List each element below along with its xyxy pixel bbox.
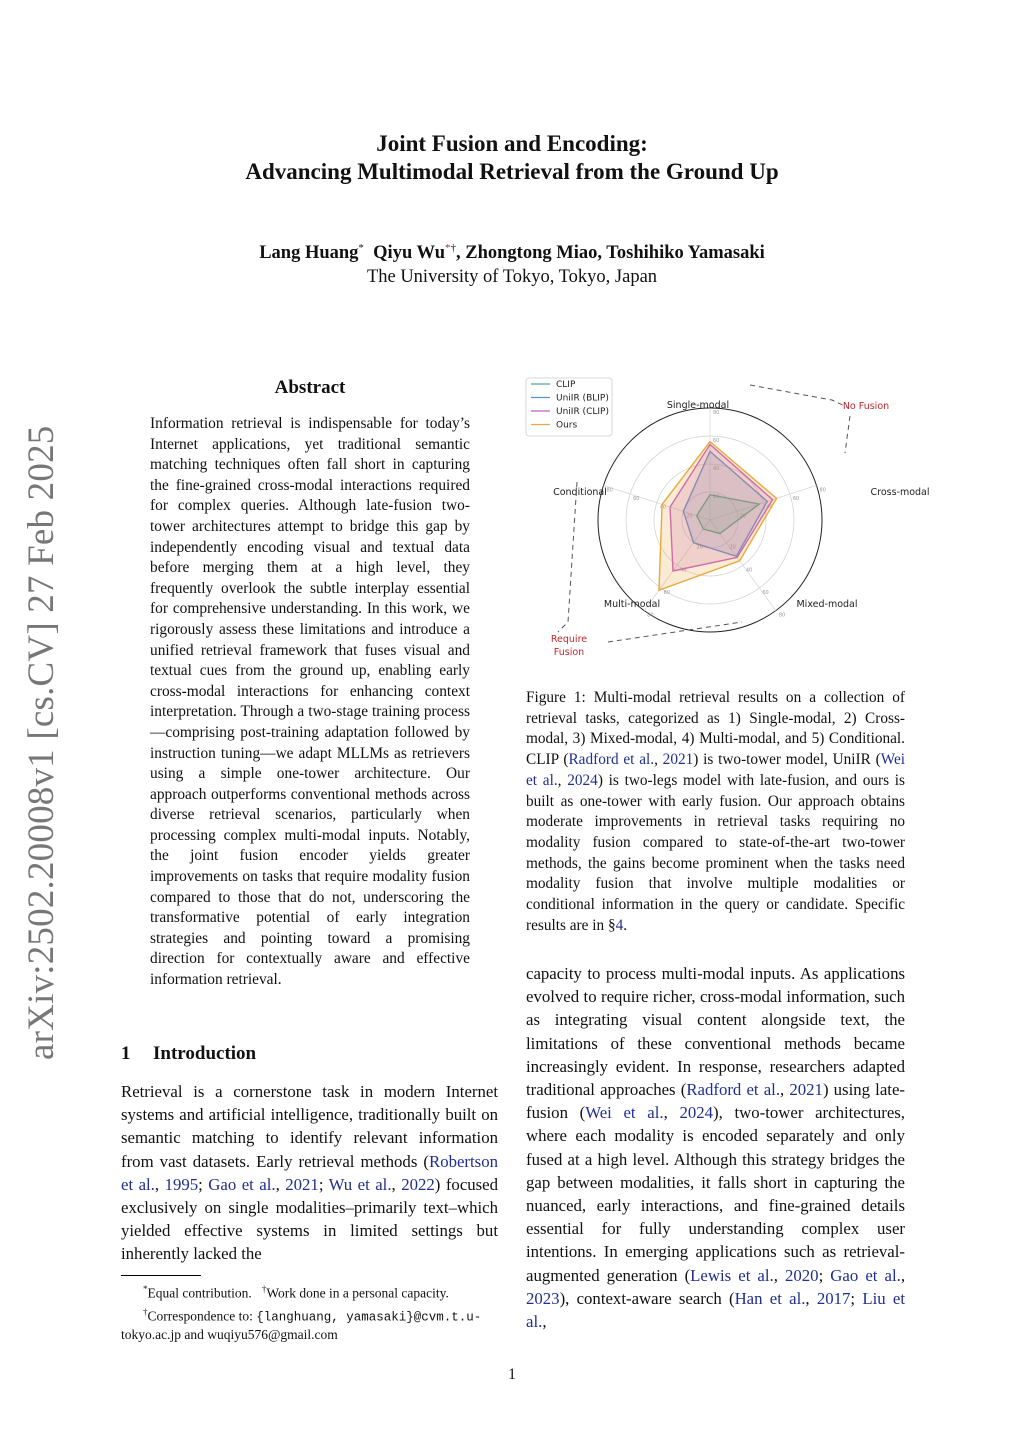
author-2: Qiyu Wu — [373, 243, 445, 264]
footnote-text: tokyo.ac.jp and wuqiyu576@gmail.com — [121, 1327, 338, 1342]
text-run: ; — [198, 1174, 209, 1194]
radar-tick-label: 60 — [713, 438, 720, 444]
text-run: ), context-aware search ( — [559, 1288, 735, 1308]
radar-tick-label: 20 — [739, 513, 747, 520]
text-run: ), two-tower architectures, where each modality is encoded separately and only fused at a high level. Although this strategy bridges the gap between modalities, it falls short in capturing the nuanced, early interactions, and fine-grained details essential for fully understanding complex user intentions. In emerging applications such as retrieval-augmented generation ( — [526, 1103, 905, 1285]
citation-link[interactable]: Gao et al. — [208, 1174, 276, 1194]
footnote-email: {langhuang, yamasaki}@cvm.t.u- — [256, 1310, 482, 1324]
citation-link[interactable]: Radford et al. — [686, 1080, 781, 1100]
radar-tick-label: 80 — [819, 487, 826, 494]
section-number: 1 — [121, 1043, 131, 1064]
affiliation: The University of Tokyo, Tokyo, Japan — [366, 267, 658, 288]
legend-label: UniIR (BLIP) — [556, 393, 609, 404]
other-authors: , Zhongtong Miao, Toshihiko Yamasaki — [456, 243, 765, 264]
abstract-heading: Abstract — [274, 377, 346, 398]
title-line-1: Joint Fusion and Encoding: — [376, 131, 648, 156]
radar-tick-label: 60 — [792, 496, 800, 503]
citation-link[interactable]: 2023 — [526, 1288, 560, 1308]
footnote-mark: * — [143, 1284, 148, 1294]
text-run: ) focused exclusively on single modalities–primarily text–which yielded effective systems in limited settings but inherently lacked the — [121, 1174, 499, 1264]
radar-axis-label: Mixed-modal — [796, 599, 858, 610]
text-run: , — [654, 751, 663, 769]
text-run: ; — [850, 1288, 863, 1308]
abstract-text: Information retrieval is indispensable for today’s Internet applications, yet traditional semantic matching techniques often fall short in capturing the fine-grained cross-modal interactions required for complex queries. Although late-fusion two-tower architectures attempt to bridge this gap by independently encoding visual and textual data before merging them at a high level, they frequently overlook the subtle interplay essential for comprehensive understanding. In this work, we rigorously assess these limitations and introduce a unified retrieval framework that fuses visual and textual cues from the ground up, enabling early cross-modal interactions for enhancing context interpretation. Through a two-stage training process—comprising post-training adaptation followed by instruction tuning—we adapt MLLMs as retrievers using a simple one-tower architecture. Our approach outperforms conventional methods across diverse retrieval scenarios, particularly when processing complex multi-modal inputs. Notably, the joint fusion encoder yields greater improvements on tasks that require modality fusion compared to those that do not, underscoring the transformative potential of early integration strategies and pointing toward a promising direction for contextually aware and effective information retrieval. — [150, 415, 470, 989]
citation-link[interactable]: Lewis et al. — [690, 1265, 774, 1285]
text-run: ; — [318, 1174, 329, 1194]
text-run: capacity to process multi-modal inputs. As applications evolved to require richer, cross-modal information, such as integrating visual content alongside text, the limitations of these conventional methods became increasingly evident. In response, researchers adapted traditional approaches ( — [526, 964, 905, 1100]
intro-paragraph-left — [121, 1080, 498, 1266]
radar-tick-label: 60 — [762, 589, 769, 596]
footnote-divider — [121, 1275, 201, 1276]
radar-tick-label: 60 — [633, 496, 640, 503]
require-fusion-bracket — [558, 482, 577, 632]
radar-tick-label: 20 — [686, 513, 693, 520]
title-line-2: Advancing Multimodal Retrieval from the Ground Up — [245, 159, 779, 184]
citation-link[interactable]: Gao et al. — [830, 1265, 901, 1285]
radar-tick-label: 80 — [713, 410, 720, 416]
author-2-mark: * — [445, 242, 451, 254]
citation-link[interactable]: Han et al. — [734, 1288, 806, 1308]
citation-link[interactable]: 2017 — [816, 1288, 851, 1308]
text-run: , — [557, 771, 568, 789]
radar-tick-label: 80 — [606, 487, 613, 494]
text-run: ) using late-fusion ( — [526, 1080, 905, 1123]
text-run: , — [542, 1312, 547, 1332]
arxiv-stamp-text: arXiv:2502.20008v1 [cs.CV] 27 Feb 2025 — [21, 425, 62, 1060]
citation-link[interactable]: Liu et al. — [526, 1288, 905, 1332]
citation-link[interactable]: 2021 — [789, 1080, 823, 1100]
page-number: 1 — [508, 1366, 516, 1383]
footnote-1 — [121, 1280, 498, 1303]
text-run: , — [391, 1174, 402, 1194]
radar-tick-label: 40 — [659, 504, 667, 511]
citation-link[interactable]: 2024 — [679, 1103, 713, 1123]
citation-link[interactable]: Robertson et al. — [121, 1151, 498, 1194]
radar-axis-label: Cross-modal — [870, 487, 930, 498]
radar-axis-label: Multi-modal — [603, 599, 661, 610]
citation-link[interactable]: 2024 — [567, 771, 598, 789]
author-2-dagger: † — [450, 242, 456, 254]
radar-tick-label: 60 — [663, 589, 671, 596]
require-fusion-label: Fusion — [553, 647, 585, 658]
author-names — [0, 236, 1024, 265]
citation-link[interactable]: 1995 — [164, 1174, 199, 1194]
citation-link[interactable]: Wei et al. — [526, 751, 905, 789]
radar-tick-label: 40 — [713, 466, 720, 472]
text-run: ) is two-tower model, UniIR ( — [693, 751, 881, 769]
author-block — [0, 236, 1024, 289]
citation-link[interactable]: Wu et al. — [328, 1174, 392, 1194]
footnote-text: Equal contribution. — [147, 1285, 252, 1301]
no-fusion-bracket — [750, 385, 847, 407]
footnote-mark: † — [261, 1284, 267, 1294]
radar-tick-label: 40 — [680, 567, 687, 574]
radar-svg — [520, 370, 930, 665]
radar-series-ours — [659, 442, 777, 591]
radar-tick-label: 40 — [766, 504, 773, 511]
radar-tick-label: 20 — [696, 544, 703, 551]
intro-paragraph-right — [526, 962, 905, 1333]
text-run: , — [275, 1174, 286, 1194]
footnotes — [121, 1280, 498, 1344]
text-run: , — [663, 1103, 680, 1123]
text-run: Retrieval is a cornerstone task in modern Internet systems and artificial intelligence, traditionally built on semantic matching to identify relevant information from vast datasets. Early retrieval methods ( — [121, 1082, 498, 1171]
footnote-2 — [121, 1303, 498, 1345]
footnote-text: Work done in a personal capacity. — [266, 1285, 449, 1301]
figure-1-radar-chart — [520, 370, 930, 665]
text-run: , — [805, 1288, 817, 1308]
citation-link[interactable]: 2021 — [285, 1174, 319, 1194]
text-run: , — [773, 1265, 785, 1285]
radar-tick-label: 80 — [647, 612, 654, 619]
legend-label: CLIP — [556, 380, 576, 390]
text-run: , — [780, 1080, 790, 1100]
no-fusion-bracket — [845, 416, 850, 453]
radar-tick-label: 80 — [778, 612, 786, 619]
text-run: ; — [818, 1265, 831, 1285]
text-run: , — [154, 1174, 165, 1194]
section-title: Introduction — [153, 1043, 257, 1064]
radar-tick-label: 40 — [745, 567, 753, 574]
citation-link[interactable]: Wei et al. — [585, 1103, 664, 1123]
legend-label: UniIR (CLIP) — [556, 407, 609, 417]
citation-link[interactable]: 2022 — [401, 1174, 435, 1194]
text-run: . — [623, 916, 628, 934]
paper-title — [0, 130, 1024, 186]
require-fusion-label: Require — [550, 634, 588, 645]
radar-axis-label: Conditional — [553, 487, 607, 498]
section-heading-introduction — [121, 1043, 256, 1065]
text-run: , — [900, 1265, 906, 1285]
no-fusion-label: No Fusion — [842, 401, 890, 412]
text-run: Figure 1: Multi-modal retrieval results on a collection of retrieval tasks, categorized as 1) Single-modal, 2) Cross-modal, 3) Mixed-modal, 4) Multi-modal, and 5) Conditional. CLIP ( — [526, 689, 905, 769]
citation-link[interactable]: 2021 — [662, 751, 694, 769]
text-run: ) is two-legs model with late-fusion, and ours is built as one-tower with early fusion. Our approach obtains moderate improvements in retrieval tasks requiring no modality fusion compared to state-of-the-art two-tower methods, the gains become prominent when the tasks need modality fusion that involve multiple modalities or conditional information in the query or candidate. Specific results are in § — [526, 771, 905, 934]
author-1-mark: * — [358, 242, 364, 254]
radar-tick-label: 20 — [729, 544, 736, 551]
radar-tick-label: 20 — [713, 494, 720, 500]
figure-1-caption — [526, 688, 905, 936]
footnote-mark: † — [143, 1306, 148, 1317]
author-1: Lang Huang — [259, 243, 359, 264]
citation-link[interactable]: 2020 — [785, 1265, 819, 1285]
radar-axis-label: Single-modal — [666, 400, 730, 411]
legend-label: Ours — [556, 420, 578, 431]
citation-link[interactable]: Radford et al. — [568, 751, 655, 769]
section-ref-link[interactable]: 4 — [615, 916, 624, 934]
footnote-text: Correspondence to: — [147, 1308, 253, 1323]
require-fusion-bracket — [608, 622, 742, 642]
